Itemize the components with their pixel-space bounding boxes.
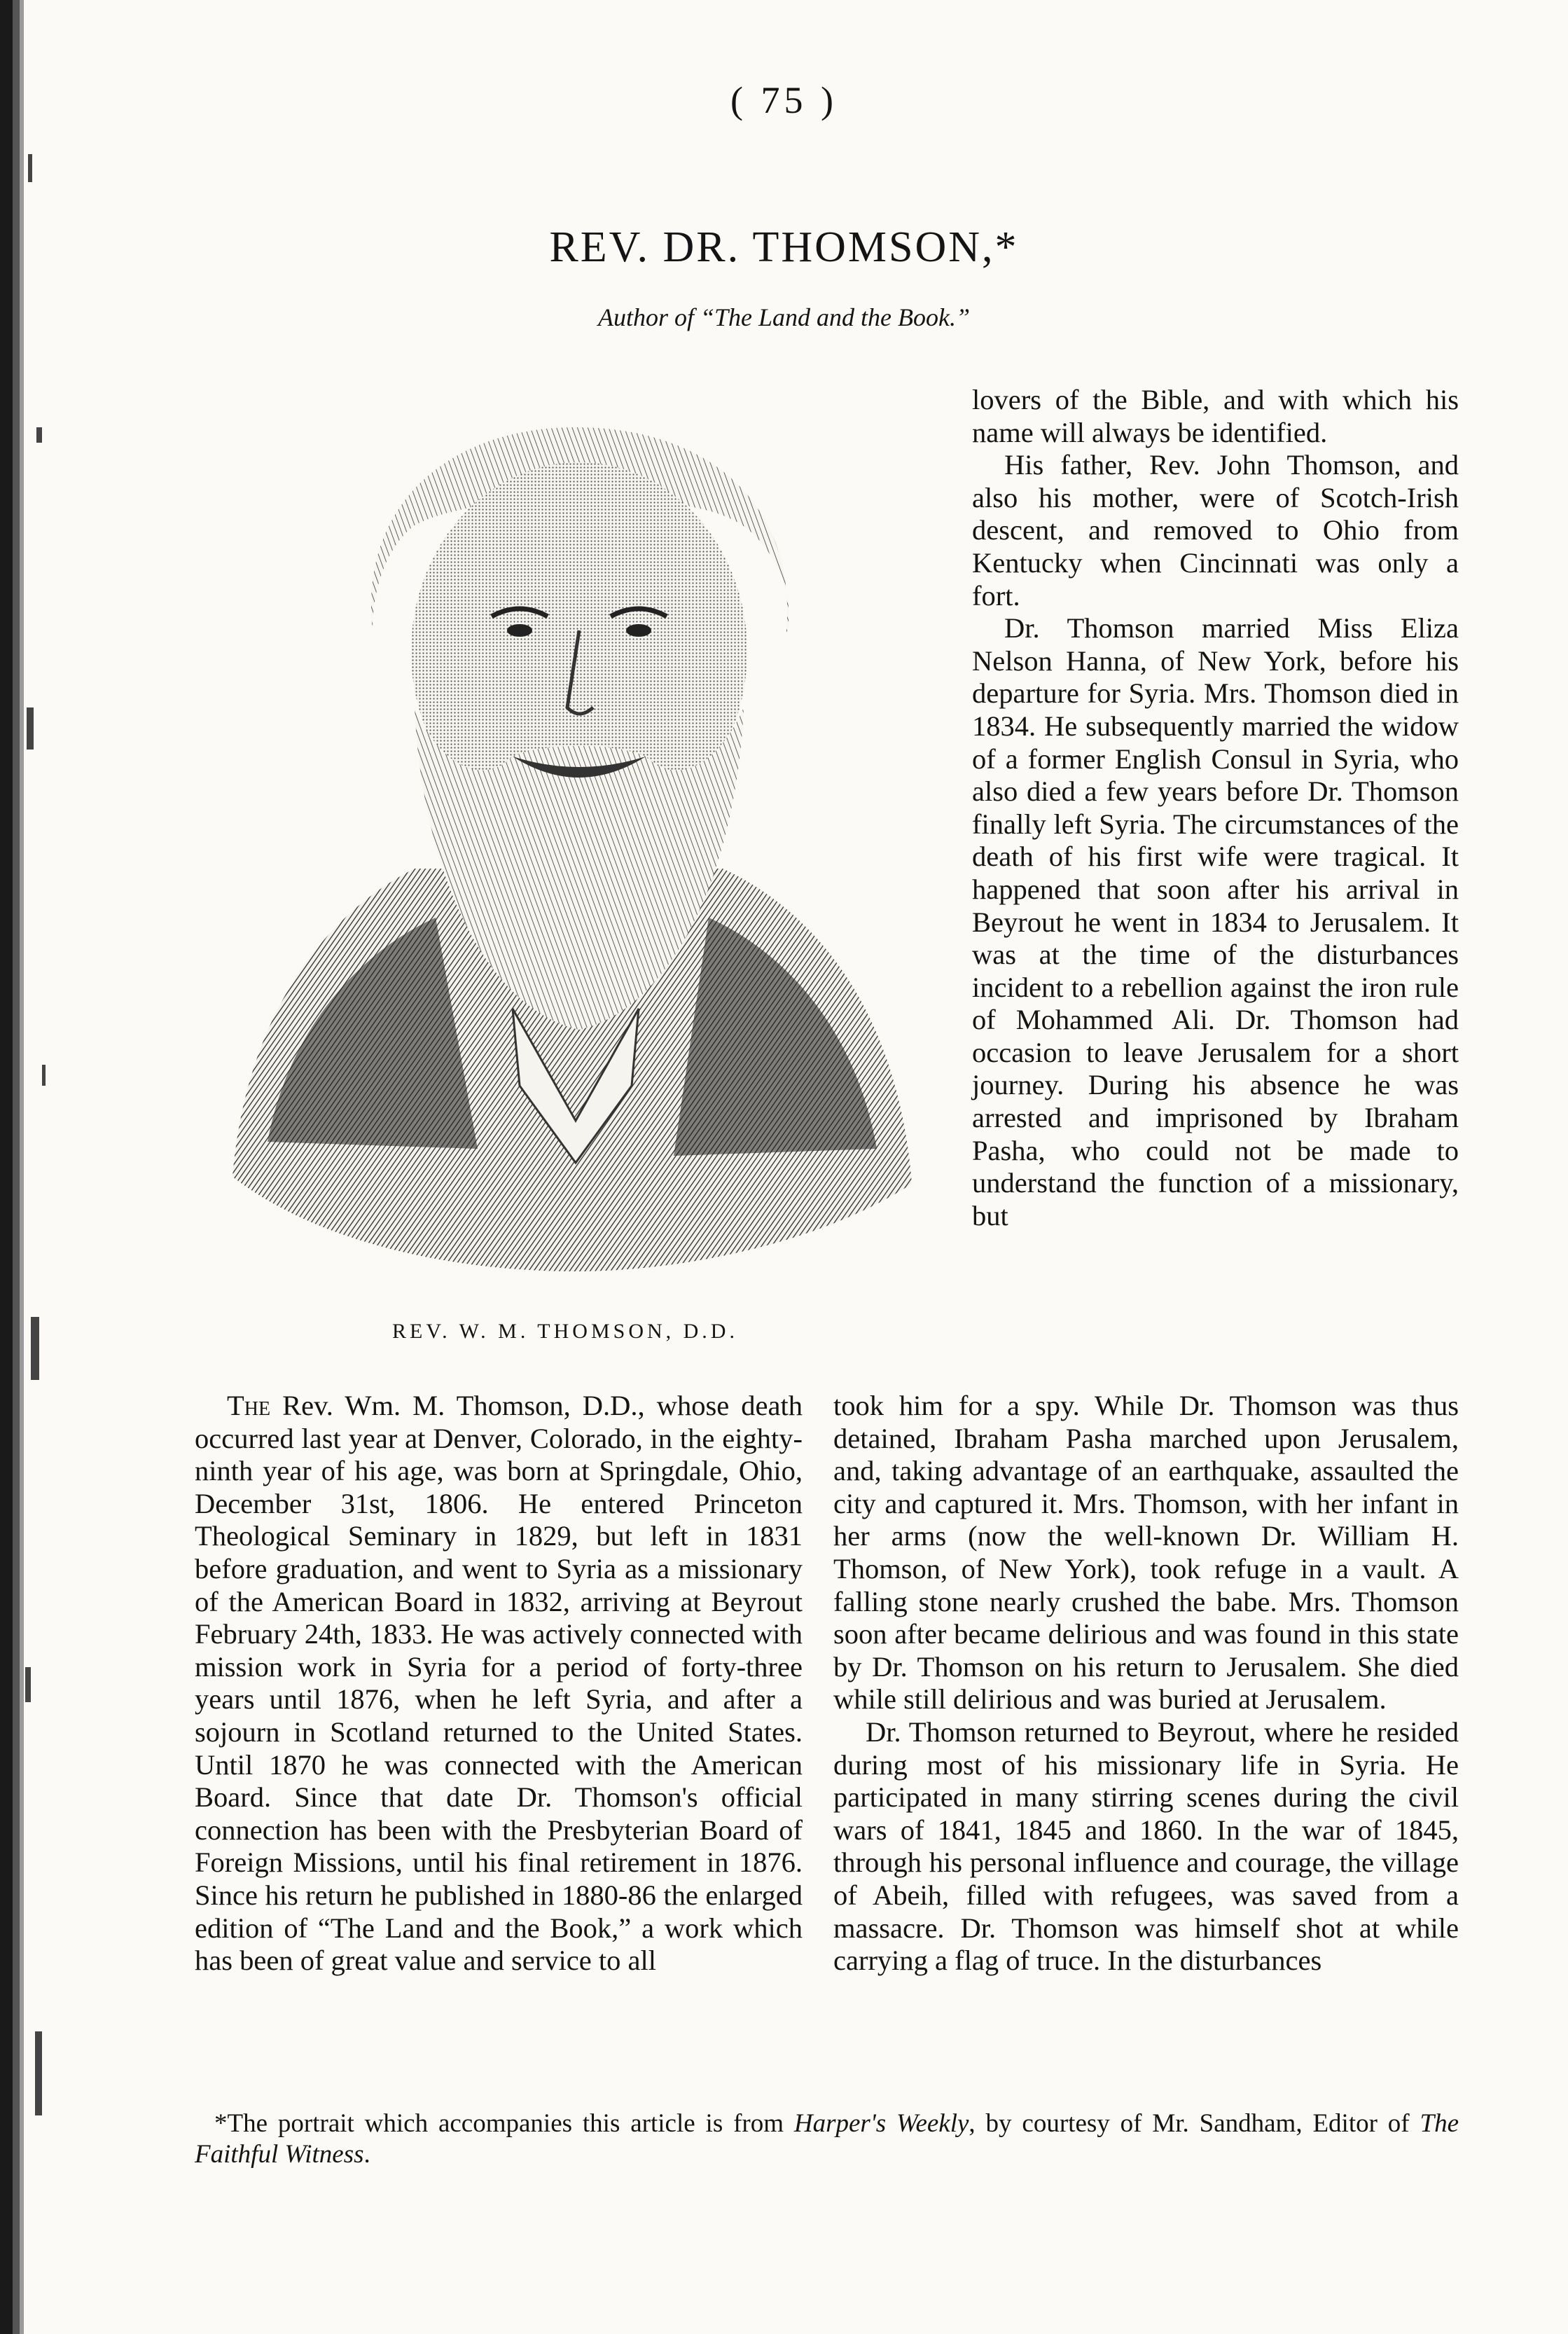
lead-in-word: The xyxy=(227,1390,271,1421)
scanned-page-edge xyxy=(0,0,84,2334)
paragraph: took him for a spy. While Dr. Thomson was thus detained, Ibraham Pasha marched upon Jerusalem, and, taking advantage of an earthquake, assaulted the city and captured it. Mrs. Thomson, with her infant in her arms (now the well-known Dr. William H. Thomson, of New York), took refuge in a vault. A falling stone nearly crushed the babe. Mrs. Thomson soon after became delirious and was found in this state by Dr. Thomson on his return to Jerusalem. She died while still delirious and was buried at Jerusalem. xyxy=(833,1390,1459,1715)
paragraph-body: Rev. Wm. M. Thomson, D.D., whose death occurred last year at Denver, Colorado, in the eighty-ninth year of his age, was born at Springdale, Ohio, December 31st, 1806. He entered Princeton Theological Seminary in 1829, but left in 1831 before graduation, and went to Syria as a missionary of the American Board in 1832, arriving at Beyrout February 24th, 1833. He was actively connected with mission work in Syria for a period of forty-three years until 1876, when he left Syria, and after a sojourn in Scotland returned to the United States. Until 1870 he was connected with the American Board. Since that date Dr. Thomson's official connection has been with the Presbyterian Board of Foreign Missions, until his final retirement in 1876. Since his return he published in 1880-86 the enlarged edition of “The Land and the Book,” a work which has been of great value and service to all xyxy=(195,1390,803,1977)
paragraph: His father, Rev. John Thomson, and also his mother, were of Scotch-Irish descent, and removed to Ohio from Kentucky when Cincinnati was only a fort. xyxy=(972,449,1459,612)
left-column xyxy=(195,1390,803,1977)
right-column-bottom xyxy=(833,1390,1459,1977)
article-title: REV. DR. THOMSON,* xyxy=(549,223,1019,271)
right-column-top xyxy=(972,384,1459,1232)
footnote xyxy=(195,2108,1459,2170)
paragraph: lovers of the Bible, and with which his name will always be identified. xyxy=(972,384,1459,448)
page-number: ( 75 ) xyxy=(730,79,838,121)
paragraph: Dr. Thomson married Miss Eliza Nelson Hanna, of New York, before his departure for Syria. Mrs. Thomson died in 1834. He subsequently married the widow of a former English Consul in Syria, who also died a few years before Dr. Thomson finally left Syria. The circumstances of the death of his first wife were tragical. It happened that soon after his arrival in Beyrout he went in 1834 to Jerusalem. It was at the time of the disturbances incident to a rebellion against the iron rule of Mohammed Ali. Dr. Thomson had occasion to leave Jerusalem for a short journey. During his absence he was arrested and imprisoned by Ibraham Pasha, who could not be made to understand the function of a missionary, but xyxy=(972,612,1459,1231)
footnote-text: , by courtesy of Mr. Sandham, Editor of xyxy=(969,2109,1420,2138)
footnote-source: Harper's Weekly xyxy=(793,2109,969,2138)
paragraph: Dr. Thomson returned to Beyrout, where he resided during most of his missionary life in Syria. He participated in many stirring scenes during the civil wars of 1841, 1845 and 1860. In the war of 1845, through his personal influence and courage, the village of Abeih, filled with refugees, was saved from a massacre. Dr. Thomson was himself shot at while carrying a flag of truce. In the disturbances xyxy=(833,1715,1459,1977)
portrait-engraving xyxy=(183,378,947,1275)
portrait-caption: REV. W. M. THOMSON, D.D. xyxy=(392,1320,738,1343)
article-subtitle: Author of “The Land and the Book.” xyxy=(597,303,971,331)
footnote-text: *The portrait which accompanies this article is from xyxy=(214,2109,794,2138)
footnote-text: . xyxy=(363,2140,370,2169)
footnote-magazine: The Faithful Witness xyxy=(195,2109,1459,2169)
paragraph-intro xyxy=(195,1390,803,1977)
